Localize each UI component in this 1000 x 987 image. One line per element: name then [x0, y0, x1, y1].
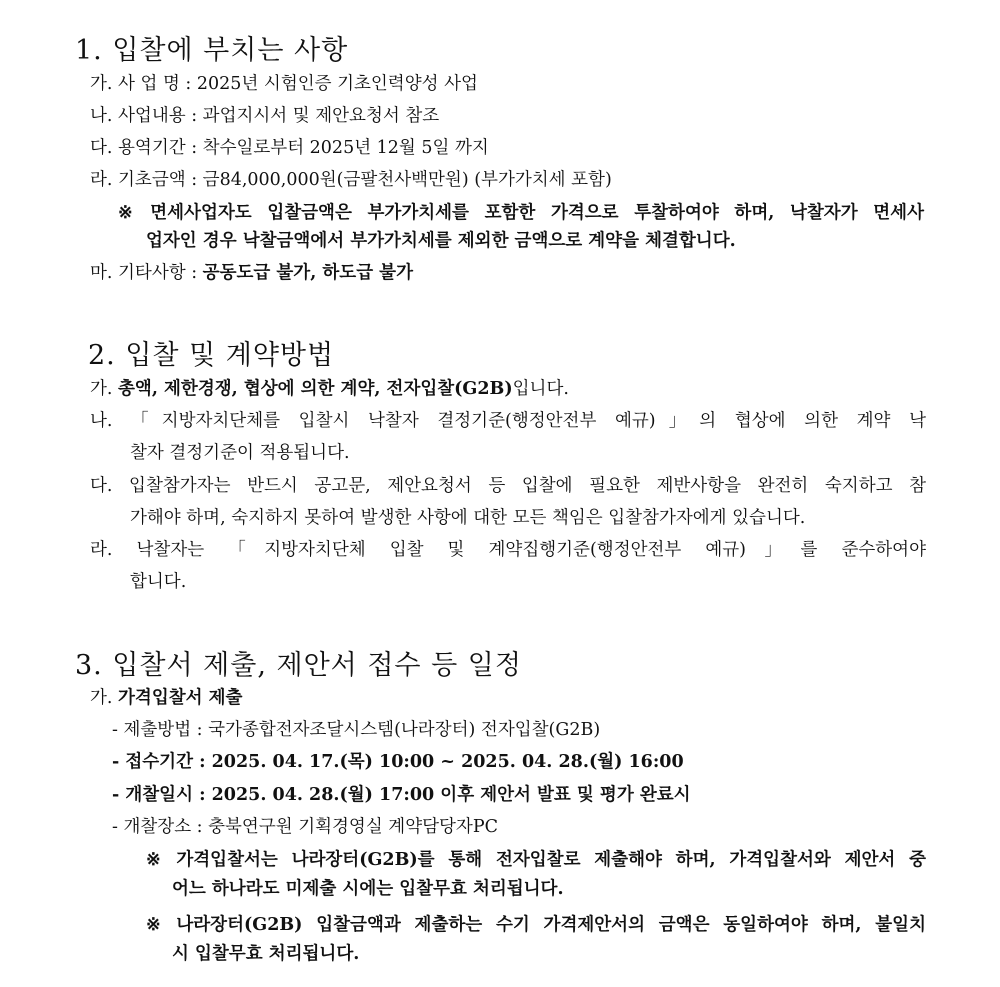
section-3-title: 3. 입찰서 제출, 제안서 접수 등 일정	[75, 650, 522, 681]
s1-item-business-name: 가. 사 업 명 : 2025년 시험인증 기초인력양성 사업	[90, 74, 478, 94]
s2-item-method: 가. 총액, 제한경쟁, 협상에 의한 계약, 전자입찰(G2B)입니다.	[90, 379, 569, 399]
s3-note-2-line1: ※ 나라장터(G2B) 입찰금액과 제출하는 수기 가격제안서의 금액은 동일하여야 하며, 불일치	[146, 915, 926, 935]
s3-note-2-line2: 시 입찰무효 처리됩니다.	[172, 944, 360, 964]
s1-note-tax-line1: ※ 면세사업자도 입찰금액은 부가가치세를 포함한 가격으로 투찰하여야 하며, 낙찰자가 면세사	[118, 203, 924, 223]
s2-item-criteria-line1: 나. 「지방자치단체를 입찰시 낙찰자 결정기준(행정안전부 예규)」의 협상에 의한 계약 낙	[90, 411, 926, 431]
s3-item-opening-place: - 개찰장소 : 충북연구원 기획경영실 계약담당자PC	[112, 817, 498, 837]
s1-item-base-amount: 라. 기초금액 : 금84,000,000원(금팔천사백만원) (부가가치세 포함)	[90, 170, 612, 190]
s1-item-etc: 마. 기타사항 : 공동도급 불가, 하도급 불가	[90, 263, 413, 283]
s2-item-criteria-line2: 찰자 결정기준이 적용됩니다.	[130, 443, 350, 463]
section-1-title: 1. 입찰에 부치는 사항	[75, 35, 349, 66]
s1-note-tax-line2: 업자인 경우 낙찰금액에서 부가가치세를 제외한 금액으로 계약을 체결합니다.	[146, 231, 736, 251]
s3-item-submit-method: - 제출방법 : 국가종합전자조달시스템(나라장터) 전자입찰(G2B)	[112, 720, 601, 740]
section-2-title: 2. 입찰 및 계약방법	[88, 340, 335, 371]
s3-item-opening-date: - 개찰일시 : 2025. 04. 28.(월) 17:00 이후 제안서 발표 및 평가 완료시	[112, 785, 691, 805]
s2-item-duty-line1: 다. 입찰참가자는 반드시 공고문, 제안요청서 등 입찰에 필요한 제반사항을 완전히 숙지하고 참	[90, 476, 926, 496]
s3-note-1-line1: ※ 가격입찰서는 나라장터(G2B)를 통해 전자입찰로 제출해야 하며, 가격입찰서와 제안서 중	[146, 850, 926, 870]
s2-item-comply-line1: 라. 낙찰자는 「지방자치단체 입찰 및 계약집행기준(행정안전부 예규)」를 준수하여야	[90, 540, 926, 560]
s2-item-duty-line2: 가해야 하며, 숙지하지 못하여 발생한 사항에 대한 모든 책임은 입찰참가자에게 있습니다.	[130, 508, 806, 528]
s2-item-comply-line2: 합니다.	[130, 572, 187, 592]
s3-note-1-line2: 어느 하나라도 미제출 시에는 입찰무효 처리됩니다.	[172, 879, 564, 899]
s1-item-business-content: 나. 사업내용 : 과업지시서 및 제안요청서 참조	[90, 106, 440, 126]
s3-item-period: - 접수기간 : 2025. 04. 17.(목) 10:00 ~ 2025. 04. 28.(월) 16:00	[112, 752, 684, 772]
s3-subtitle: 가. 가격입찰서 제출	[90, 688, 243, 708]
s1-item-service-period: 다. 용역기간 : 착수일로부터 2025년 12월 5일 까지	[90, 138, 489, 158]
